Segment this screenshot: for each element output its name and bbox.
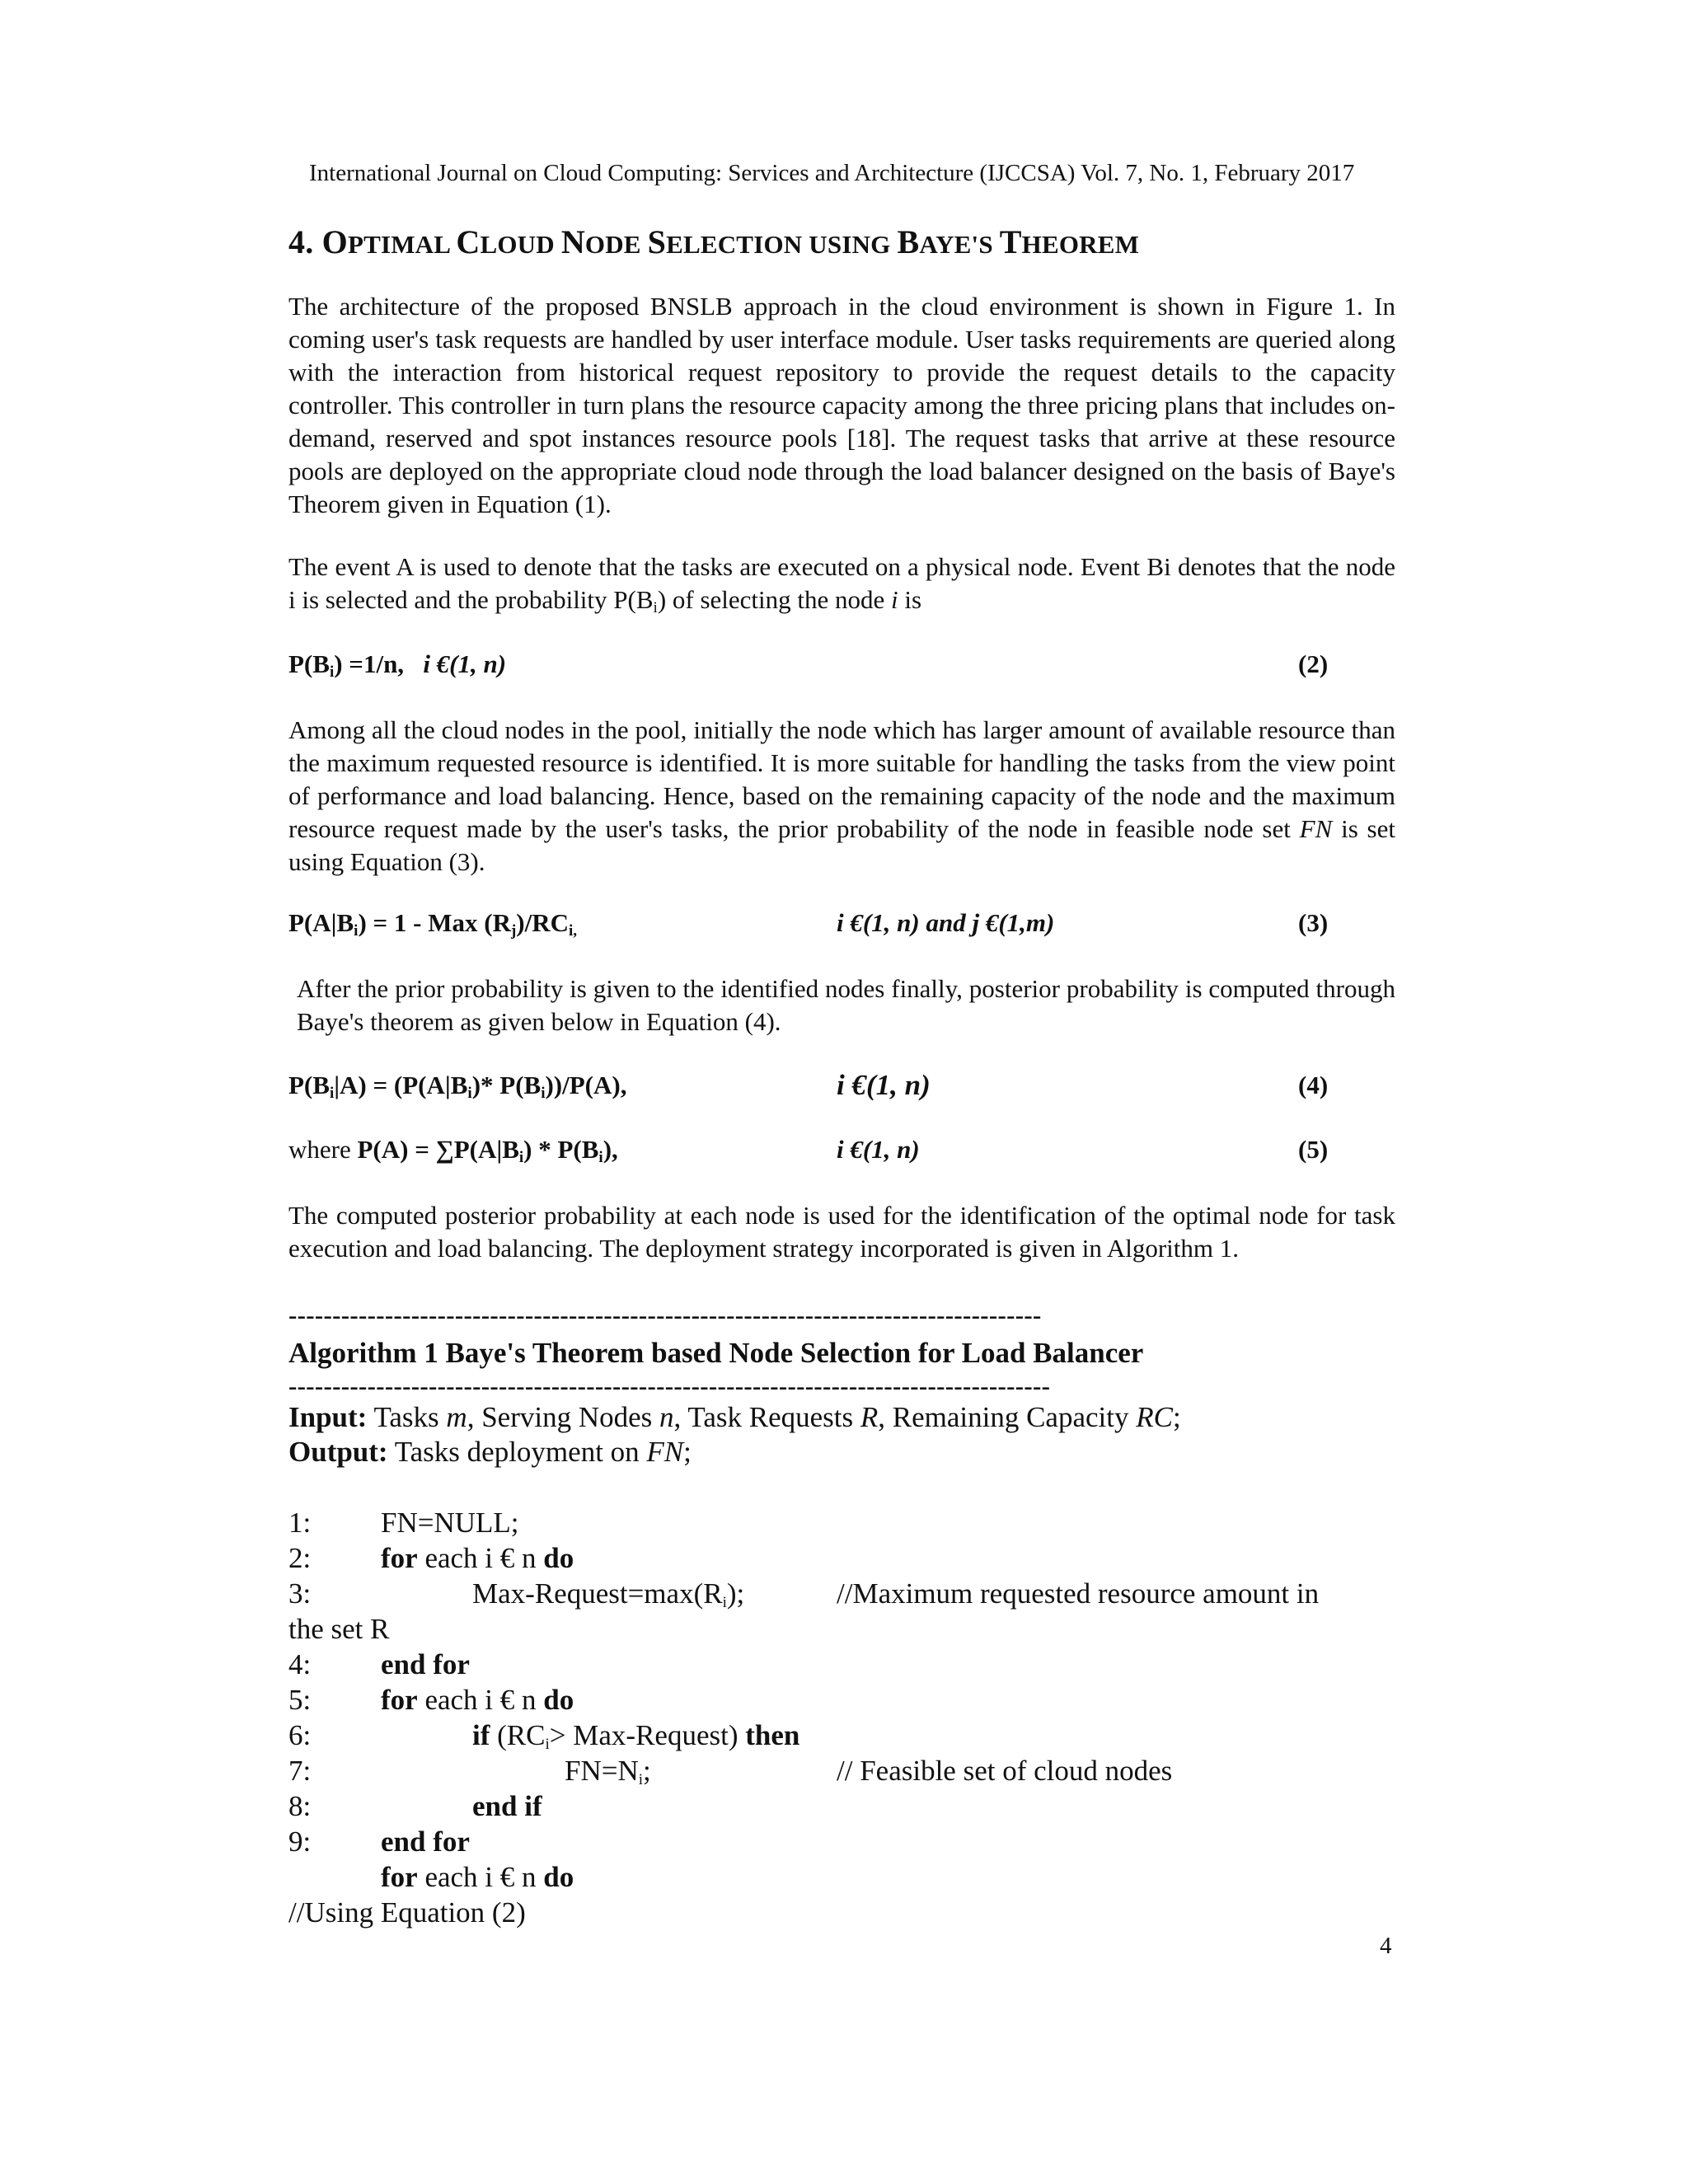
equation-3-range: i €(1, n) and j €(1,m) — [837, 908, 1055, 937]
text-run: Tasks deployment on — [387, 1436, 647, 1468]
subscript: i — [545, 1736, 550, 1753]
line-number: 3: — [288, 1577, 312, 1610]
text-run: ) of selecting the node — [657, 585, 892, 614]
text-run: > Max-Request) — [549, 1719, 746, 1751]
paragraph-text: After the prior probability is given to the identified nodes finally, posterior probability is computed through Baye's theorem as given below in Equation (4). — [297, 974, 1395, 1036]
italic-var: FN — [1299, 814, 1333, 843]
italic-var: n — [659, 1401, 674, 1433]
equation-4-number: (4) — [1298, 1071, 1329, 1099]
line-number: 1: — [288, 1507, 312, 1539]
title-part: T — [999, 223, 1022, 260]
keyword: if — [472, 1719, 490, 1751]
paragraph-text: The computed posterior probability at each node is used for the identification of the optimal node for task execution and load balancing. The deployment strategy incorporated is given in Algorithm 1. — [288, 1201, 1395, 1263]
text-run: ; — [1172, 1401, 1181, 1433]
eq-part: P(B — [288, 1071, 330, 1099]
paragraph-text: The architecture of the proposed BNSLB approach in the cloud environment is shown in Figure 1. In coming user's task requests are handled by user interface module. User tasks requirements are queried along with the interaction from historical request repository to provide the request details to the capacity controller. This controller in turn plans the resource capacity among the three pricing plans that includes on-demand, reserved and spot instances resource pools [18]. The request tasks that arrive at these resource pools are deployed on the appropriate cloud node through the load balancer designed on the basis of Baye's Theorem given in Equation (1). — [288, 292, 1395, 518]
algorithm-line-6 — [472, 1719, 799, 1752]
subscript: j — [510, 922, 517, 940]
eq-prefix: where — [288, 1135, 358, 1164]
text-run: Tasks — [367, 1401, 447, 1433]
title-part: AYE'S — [919, 230, 1000, 259]
subscript: i — [638, 1771, 644, 1788]
keyword: do — [543, 1684, 574, 1716]
text-run: , Remaining Capacity — [878, 1401, 1137, 1433]
title-part: LOUD — [480, 230, 561, 259]
eq-part: ) = 1 - Max (R — [358, 908, 511, 937]
paragraph-nodes — [288, 714, 1395, 879]
italic-var: R — [860, 1401, 879, 1433]
eq-part: |A) = (P(A|B — [334, 1071, 468, 1099]
paragraph-text — [288, 714, 1395, 879]
title-part: O — [321, 223, 348, 260]
text-run: is set using Equation (3). — [288, 814, 1395, 876]
line-number: 8: — [288, 1790, 312, 1822]
title-part: B — [897, 223, 920, 260]
equation-4 — [288, 1071, 626, 1100]
eq-part: P(A) = ∑P(A|B — [357, 1135, 519, 1164]
line-number: 7: — [288, 1755, 312, 1787]
subscript: i — [518, 1149, 524, 1166]
algorithm-rule-bottom: --------------------------------------------------------------------------------------- — [288, 1371, 1051, 1400]
line-number: 5: — [288, 1684, 312, 1716]
eq-part: )* P(B — [471, 1071, 542, 1099]
section-title — [288, 223, 1139, 261]
text-run: each i € n — [417, 1861, 544, 1893]
algorithm-line-9: end for — [381, 1825, 470, 1858]
algorithm-line-4: end for — [381, 1648, 470, 1680]
equation-3-number: (3) — [1298, 908, 1329, 937]
subscript: i — [467, 1085, 472, 1102]
text-run: (RC — [490, 1719, 546, 1751]
keyword: then — [745, 1719, 800, 1751]
algorithm-line-5 — [381, 1684, 574, 1717]
title-part: N — [560, 223, 585, 260]
eq-part: P(B — [288, 649, 330, 678]
keyword: do — [543, 1542, 574, 1574]
algorithm-comment: //Using Equation (2) — [288, 1896, 526, 1929]
eq-range: i €(1, n) — [423, 649, 507, 678]
title-part: PTIMAL — [347, 230, 457, 259]
line-number: 6: — [288, 1719, 312, 1751]
line-number: 4: — [288, 1648, 312, 1680]
text-run: is — [898, 585, 922, 614]
text-run: each i € n — [417, 1684, 544, 1716]
text-run: Max-Request=max(R — [472, 1577, 723, 1610]
text-run: , Task Requests — [673, 1401, 860, 1433]
title-part: ODE — [584, 230, 648, 259]
keyword: for — [381, 1542, 418, 1574]
algorithm-input — [288, 1401, 1181, 1434]
eq-part: ) * P(B — [523, 1135, 599, 1164]
title-part: C — [456, 223, 481, 260]
eq-part: ))/P(A), — [545, 1071, 627, 1099]
algorithm-comment-wrap: the set R — [288, 1613, 390, 1645]
subscript: i — [722, 1594, 727, 1611]
italic-var: i — [891, 585, 898, 614]
italic-var: RC — [1136, 1401, 1173, 1433]
subscript: i — [653, 599, 658, 616]
title-part: ELECTION USING — [666, 230, 898, 259]
algorithm-line-7 — [565, 1755, 651, 1788]
algorithm-line-1: FN=NULL; — [381, 1507, 519, 1539]
text-run: , Serving Nodes — [467, 1401, 660, 1433]
paragraph-posterior — [288, 972, 1395, 1038]
eq-part: )/RC — [516, 908, 570, 937]
page-number: 4 — [1380, 1933, 1392, 1959]
text-run: FN=N — [565, 1755, 639, 1787]
title-part: HEOREM — [1021, 230, 1140, 259]
text-run: ); — [726, 1577, 745, 1610]
equation-3 — [288, 908, 577, 938]
line-number: 2: — [288, 1542, 312, 1574]
output-label: Output: — [288, 1436, 388, 1468]
journal-header: International Journal on Cloud Computing: Services and Architecture (IJCCSA) Vol. 7, No. 1, February 2017 — [309, 160, 1355, 186]
text-run: each i € n — [417, 1542, 544, 1574]
paragraph-architecture — [288, 290, 1395, 521]
section-number: 4. — [288, 223, 314, 260]
subscript: i — [329, 663, 335, 681]
equation-2 — [288, 649, 506, 679]
subscript: i — [354, 922, 359, 940]
keyword: for — [381, 1861, 418, 1893]
keyword: for — [381, 1684, 418, 1716]
subscript: i — [541, 1085, 546, 1102]
text-run: ; — [683, 1436, 692, 1468]
algorithm-rule-top: -------------------------------------------------------------------------------------- — [288, 1301, 1042, 1329]
text-run: ; — [643, 1755, 651, 1787]
subscript: i — [598, 1149, 603, 1166]
input-label: Input: — [288, 1401, 368, 1433]
equation-5-number: (5) — [1298, 1135, 1329, 1164]
algorithm-comment: //Maximum requested resource amount in — [837, 1577, 1320, 1610]
text-run: Among all the cloud nodes in the pool, initially the node which has larger amount of available resource than the maximum requested resource is identified. It is more suitable for handling the tasks from the view point of performance and load balancing. Hence, based on the remaining capacity of the node and the maximum resource request made by the user's tasks, the prior probability of the node in feasible node set — [288, 715, 1395, 843]
text-run: The event A is used to denote that the tasks are executed on a physical node. Event Bi denotes that the node i is selected and the probability P(B — [288, 552, 1395, 614]
subscript: i — [329, 1085, 335, 1102]
subscript: i, — [569, 922, 578, 940]
eq-part: ) =1/n, — [334, 649, 405, 678]
title-part: S — [647, 223, 667, 260]
italic-var: m — [446, 1401, 467, 1433]
equation-4-range: i €(1, n) — [837, 1069, 931, 1101]
algorithm-line-2 — [381, 1542, 574, 1575]
equation-5-range: i €(1, n) — [837, 1135, 920, 1164]
italic-var: FN — [646, 1436, 684, 1468]
line-number: 9: — [288, 1825, 312, 1858]
equation-2-number: (2) — [1298, 649, 1329, 678]
equation-5 — [288, 1135, 618, 1165]
eq-part: P(A|B — [288, 908, 354, 937]
algorithm-line-3 — [472, 1577, 744, 1610]
algorithm-comment: // Feasible set of cloud nodes — [837, 1755, 1173, 1787]
paragraph-text — [288, 551, 1395, 616]
algorithm-title: Algorithm 1 Baye's Theorem based Node Selection for Load Balancer — [288, 1337, 1144, 1369]
eq-part: ), — [603, 1135, 618, 1164]
paragraph-event — [288, 551, 1395, 616]
algorithm-line-8: end if — [472, 1790, 542, 1822]
algorithm-line-10 — [381, 1861, 574, 1894]
keyword: do — [543, 1861, 574, 1893]
paragraph-deployment — [288, 1199, 1395, 1265]
algorithm-output — [288, 1436, 692, 1469]
